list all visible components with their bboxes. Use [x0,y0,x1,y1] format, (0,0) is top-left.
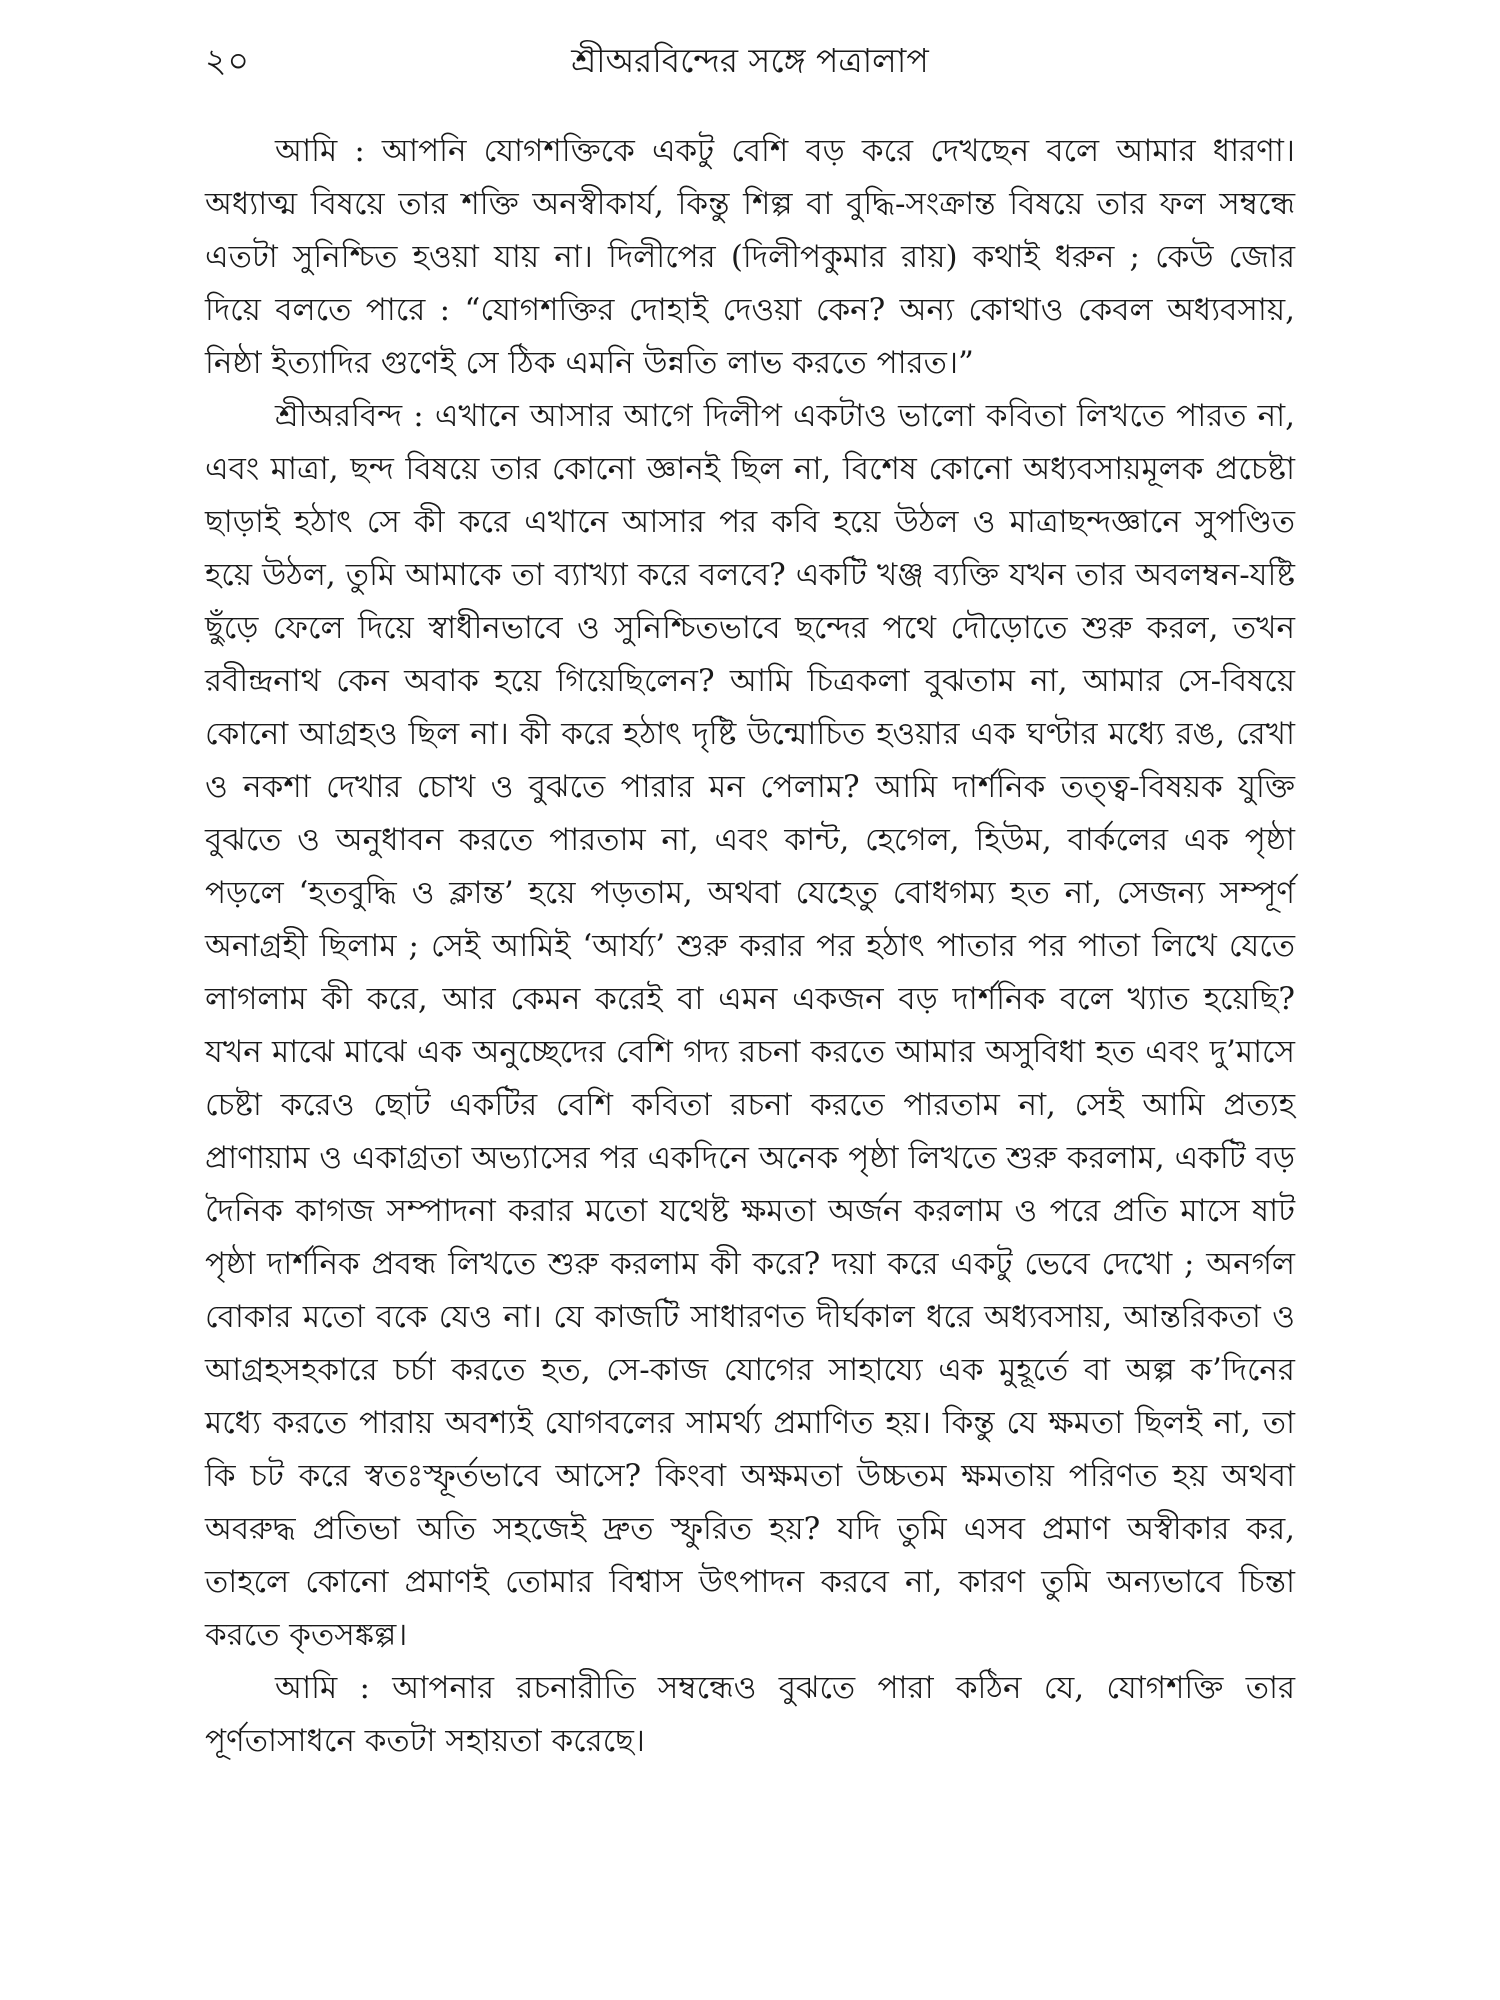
paragraph-question-1: আমি : আপনি যোগশক্তিকে একটু বেশি বড় করে দেখছেন বলে আমার ধারণা। অধ্যাত্ম বিষয়ে তার শক্তি অনস্বীকার্য, কিন্তু শিল্প বা বুদ্ধি-সংক্রান্ত বিষয়ে তার ফল সম্বন্ধে এতটা সুনিশ্চিত হওয়া যায় না। দিলীপের (দিলীপকুমার রায়) কথাই ধরুন ; কেউ জোর দিয়ে বলতে পারে : “যোগশক্তির দোহাই দেওয়া কেন? অন্য কোথাও কেবল অধ্যবসায়, নিষ্ঠা ইত্যাদির গুণেই সে ঠিক এমনি উন্নতি লাভ করতে পারত।” [205,133,1295,381]
paragraph-question-2: আমি : আপনার রচনারীতি সম্বন্ধেও বুঝতে পারা কঠিন যে, যোগশক্তি তার পূর্ণতাসাধনে কতটা সহায়তা করেছে। [205,1670,1295,1759]
paragraph-answer-sri-aurobindo: শ্রীঅরবিন্দ : এখানে আসার আগে দিলীপ একটাও ভালো কবিতা লিখতে পারত না, এবং মাত্রা, ছন্দ বিষয়ে তার কোনো জ্ঞানই ছিল না, বিশেষ কোনো অধ্যবসায়মূলক প্রচেষ্টা ছাড়াই হঠাৎ সে কী করে এখানে আসার পর কবি হয়ে উঠল ও মাত্রাছন্দজ্ঞানে সুপণ্ডিত হয়ে উঠল, তুমি আমাকে তা ব্যাখ্যা করে বলবে? একটি খঞ্জ ব্যক্তি যখন তার অবলম্বন-যষ্টি ছুঁড়ে ফেলে দিয়ে স্বাধীনভাবে ও সুনিশ্চিতভাবে ছন্দের পথে দৌড়োতে শুরু করল, তখন রবীন্দ্রনাথ কেন অবাক হয়ে গিয়েছিলেন? আমি চিত্রকলা বুঝতাম না, আমার সে-বিষয়ে কোনো আগ্রহও ছিল না। কী করে হঠাৎ দৃষ্টি উন্মোচিত হওয়ার এক ঘণ্টার মধ্যে রঙ, রেখা ও নকশা দেখার চোখ ও বুঝতে পারার মন পেলাম? আমি দার্শনিক তত্ত্ব-বিষয়ক যুক্তি বুঝতে ও অনুধাবন করতে পারতাম না, এবং কান্ট, হেগেল, হিউম, বার্কলের এক পৃষ্ঠা পড়লে ‘হতবুদ্ধি ও ক্লান্ত’ হয়ে পড়তাম, অথবা যেহেতু বোধগম্য হত না, সেজন্য সম্পূর্ণ অনাগ্রহী ছিলাম ; সেই আমিই ‘আর্য্য’ শুরু করার পর হঠাৎ পাতার পর পাতা লিখে যেতে লাগলাম কী করে, আর কেমন করেই বা এমন একজন বড় দার্শনিক বলে খ্যাত হয়েছি? যখন মাঝে মাঝে এক অনুচ্ছেদের বেশি গদ্য রচনা করতে আমার অসুবিধা হত এবং দু’মাসে চেষ্টা করেও ছোট একটির বেশি কবিতা রচনা করতে পারতাম না, সেই আমি প্রত্যহ প্রাণায়াম ও একাগ্রতা অভ্যাসের পর একদিনে অনেক পৃষ্ঠা লিখতে শুরু করলাম, একটি বড় দৈনিক কাগজ সম্পাদনা করার মতো যথেষ্ট ক্ষমতা অর্জন করলাম ও পরে প্রতি মাসে ষাট পৃষ্ঠা দার্শনিক প্রবন্ধ লিখতে শুরু করলাম কী করে? দয়া করে একটু ভেবে দেখো ; অনর্গল বোকার মতো বকে যেও না। যে কাজটি সাধারণত দীর্ঘকাল ধরে অধ্যবসায়, আন্তরিকতা ও আগ্রহসহকারে চর্চা করতে হত, সে-কাজ যোগের সাহায্যে এক মুহূর্তে বা অল্প ক’দিনের মধ্যে করতে পারায় অবশ্যই যোগবলের সামর্থ্য প্রমাণিত হয়। কিন্তু যে ক্ষমতা ছিলই না, তা কি চট করে স্বতঃস্ফূর্তভাবে আসে? কিংবা অক্ষমতা উচ্চতম ক্ষমতায় পরিণত হয় অথবা অবরুদ্ধ প্রতিভা অতি সহজেই দ্রুত স্ফুরিত হয়? যদি তুমি এসব প্রমাণ অস্বীকার কর, তাহলে কোনো প্রমাণই তোমার বিশ্বাস উৎপাদন করবে না, কারণ তুমি অন্যভাবে চিন্তা করতে কৃতসঙ্কল্প। [205,398,1295,1653]
running-head [205,36,1295,86]
running-title: শ্রীঅরবিন্দের সঙ্গে পত্রালাপ [571,41,929,80]
page-number: ২০ [205,41,250,80]
body-text [205,125,1295,1768]
